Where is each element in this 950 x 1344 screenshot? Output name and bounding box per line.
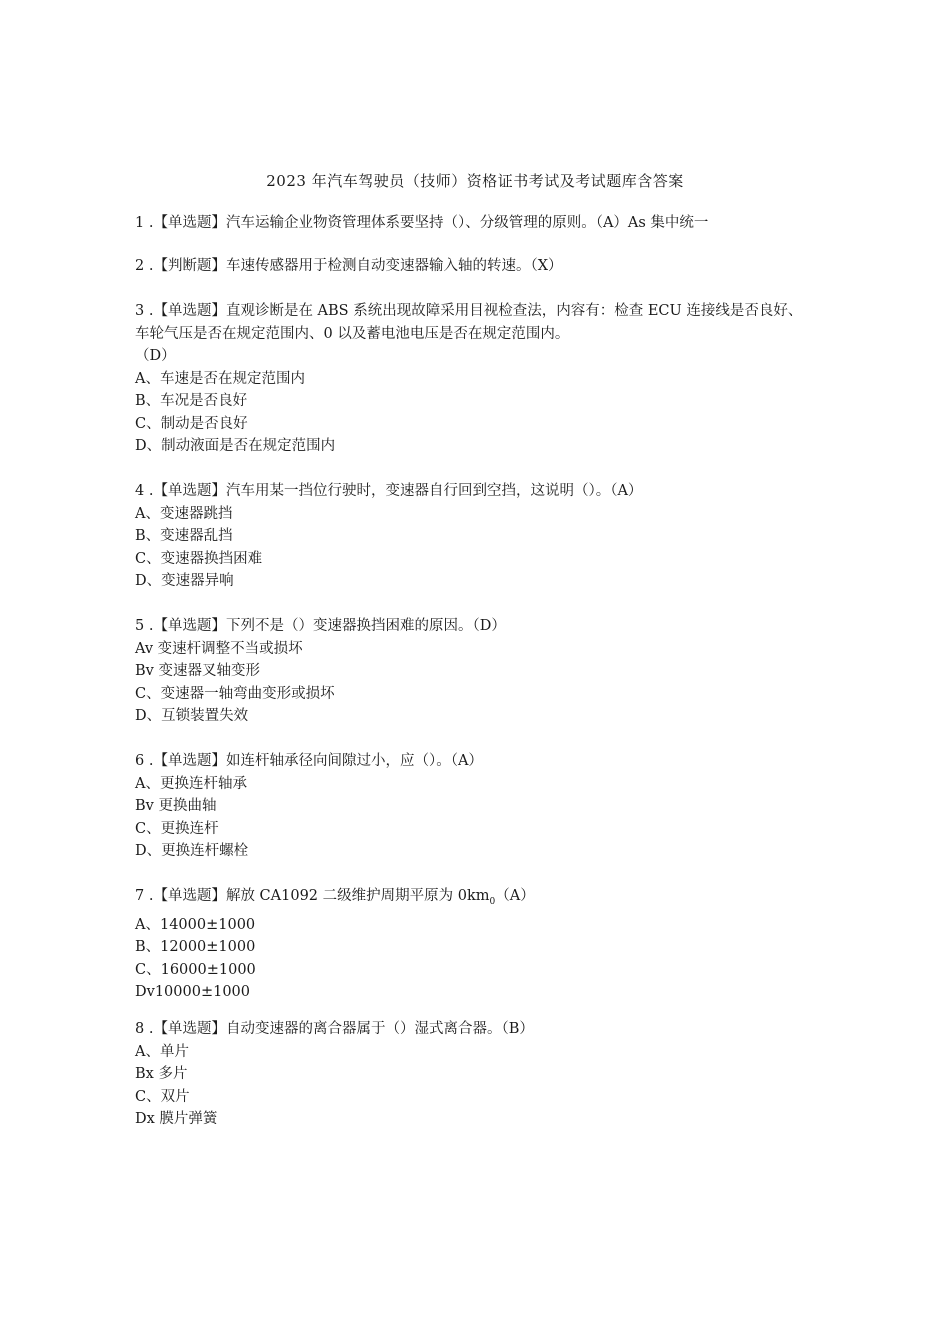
question-5 bbox=[135, 615, 815, 728]
question-1 bbox=[135, 212, 815, 235]
question-stem: 2 .【判断题】车速传感器用于检测自动变速器输入轴的转速。（X） bbox=[135, 258, 563, 274]
option-c: C、变速器换挡困难 bbox=[135, 550, 263, 567]
question-stem bbox=[135, 885, 815, 914]
question-6 bbox=[135, 750, 815, 863]
question-stem: 6 .【单选题】如连杆轴承径向间隙过小，应（）。（A） bbox=[135, 753, 483, 769]
question-stem: 8 .【单选题】自动变速器的离合器属于（）湿式离合器。（B） bbox=[135, 1021, 534, 1037]
option-a: A、14000±1000 bbox=[135, 916, 256, 933]
option-c: C、16000±1000 bbox=[135, 961, 256, 978]
question-2 bbox=[135, 255, 815, 278]
question-stem-text: 7 .【单选题】解放 CA1092 二级维护周期平原为 0km bbox=[135, 888, 490, 904]
option-b: B、车况是否良好 bbox=[135, 393, 248, 409]
option-b: Bv 变速器叉轴变形 bbox=[135, 663, 260, 679]
question-7 bbox=[135, 885, 815, 1004]
option-d: D、变速器异响 bbox=[135, 573, 234, 589]
question-stem-subscript: 0 bbox=[489, 897, 496, 907]
option-d: D、制动液面是否在规定范围内 bbox=[135, 438, 336, 454]
option-c: C、双片 bbox=[135, 1088, 190, 1105]
option-b: B、变速器乱挡 bbox=[135, 528, 233, 544]
option-a: A、变速器跳挡 bbox=[135, 505, 233, 522]
option-a: A、车速是否在规定范围内 bbox=[135, 370, 305, 387]
option-b: Bv 更换曲轴 bbox=[135, 798, 217, 814]
question-answer: （A） bbox=[495, 888, 535, 904]
option-b: Bx 多片 bbox=[135, 1066, 188, 1082]
option-d: D、更换连杆螺栓 bbox=[135, 843, 249, 859]
option-a: A、更换连杆轴承 bbox=[135, 775, 247, 792]
question-stem: 3 .【单选题】直观诊断是在 ABS 系统出现故障采用目视检查法，内容有：检查 ECU 连接线是否良好、车轮气压是否在规定范围内、0 以及蓄电池电压是否在规定范围内。 bbox=[135, 303, 803, 342]
document-title: 2023 年汽车驾驶员（技师）资格证书考试及考试题库含答案 bbox=[266, 172, 684, 190]
question-stem: 5 .【单选题】下列不是（）变速器换挡困难的原因。（D） bbox=[135, 618, 506, 634]
question-stem: 1 .【单选题】汽车运输企业物资管理体系要坚持（）、分级管理的原则。（A）As 集中统一 bbox=[135, 215, 709, 231]
question-stem: 4 .【单选题】汽车用某一挡位行驶时，变速器自行回到空挡，这说明（）。（A） bbox=[135, 483, 643, 499]
option-c: C、更换连杆 bbox=[135, 820, 219, 837]
option-a: Av 变速杆调整不当或损坏 bbox=[135, 640, 303, 657]
option-a: A、单片 bbox=[135, 1043, 189, 1060]
option-d: D、互锁装置失效 bbox=[135, 708, 249, 724]
option-b: B、12000±1000 bbox=[135, 939, 256, 955]
question-8 bbox=[135, 1018, 815, 1131]
question-4 bbox=[135, 480, 815, 593]
option-c: C、制动是否良好 bbox=[135, 415, 248, 432]
option-d: Dx 膜片弹簧 bbox=[135, 1111, 218, 1127]
option-d: Dv10000±1000 bbox=[135, 984, 250, 1000]
answer-line: （D） bbox=[135, 348, 176, 364]
option-c: C、变速器一轴弯曲变形或损坏 bbox=[135, 685, 335, 702]
question-3 bbox=[135, 300, 815, 458]
